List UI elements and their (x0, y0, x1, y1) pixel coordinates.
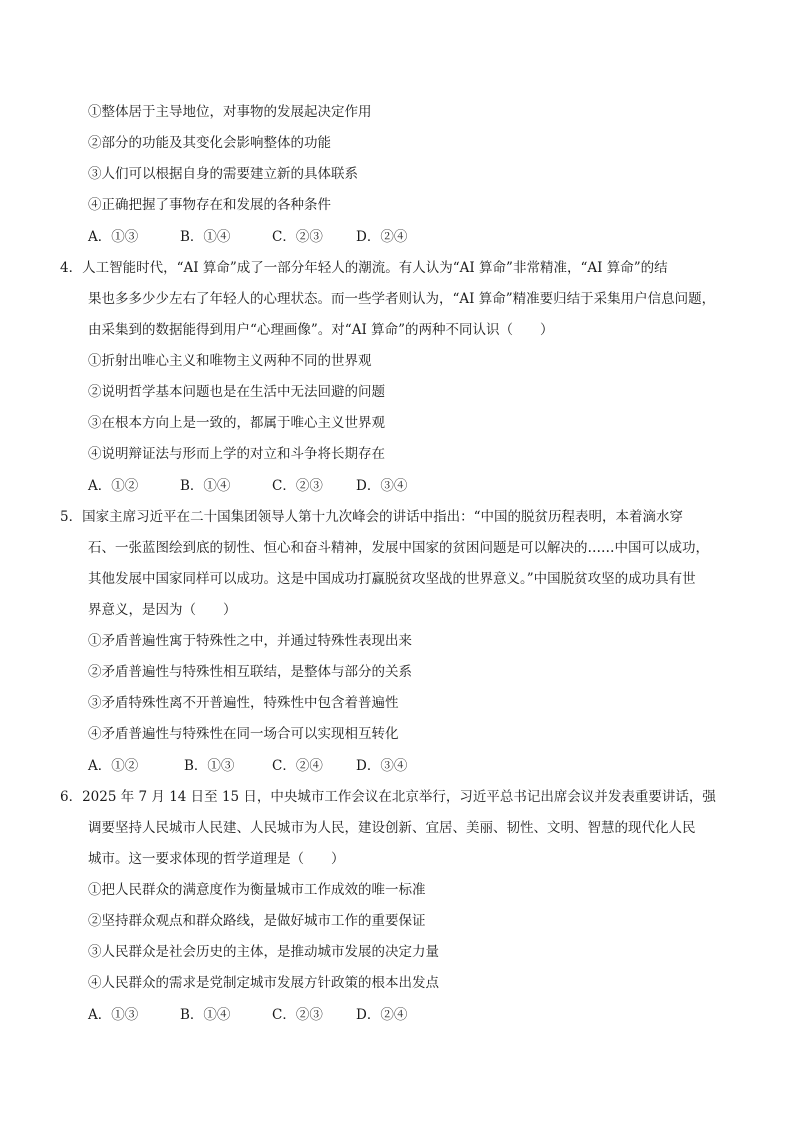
answer-choice: A．①② (88, 478, 139, 494)
answer-choice: D．②④ (356, 229, 408, 245)
answer-choice: C．②④ (272, 758, 323, 774)
answer-choice: A．①③ (88, 229, 139, 245)
q5-option-2: ②矛盾普遍性与特殊性相互联结，是整体与部分的关系 (88, 664, 412, 680)
q6-stem-line-2: 调要坚持人民城市人民建、人民城市为人民，建设创新、宜居、美丽、韧性、文明、智慧的现代化人民 (88, 820, 696, 836)
q4-option-3: ③在根本方向上是一致的，都属于唯心主义世界观 (88, 415, 385, 431)
q4-option-4: ④说明辩证法与形而上学的对立和斗争将长期存在 (88, 446, 385, 462)
q5-stem-line-3: 其他发展中国家同样可以成功。这是中国成功打赢脱贫攻坚战的世界意义。”中国脱贫攻坚的成功具有世 (88, 571, 696, 587)
q5-stem-line-1: 5．国家主席习近平在二十国集团领导人第十九次峰会的讲话中指出：“中国的脱贫历程表明，本着滴水穿 (60, 509, 683, 525)
q5-stem-line-4: 界意义，是因为（ ） (88, 602, 237, 618)
q6-stem-line-3: 城市。这一要求体现的哲学道理是（ ） (88, 851, 345, 867)
q5-option-3: ③矛盾特殊性离不开普遍性，特殊性中包含着普遍性 (88, 695, 399, 711)
q6-option-2: ②坚持群众观点和群众路线，是做好城市工作的重要保证 (88, 913, 426, 929)
answer-choice: D．②④ (356, 1007, 408, 1023)
q5-answers (88, 756, 407, 776)
q5-option-4: ④矛盾普遍性与特殊性在同一场合可以实现相互转化 (88, 726, 399, 742)
q4-option-1: ①折射出唯心主义和唯物主义两种不同的世界观 (88, 353, 372, 369)
answer-choice: C．②③ (272, 1007, 323, 1023)
q5-stem-line-2: 石、一张蓝图绘到底的韧性、恒心和奋斗精神，发展中国家的贫困问题是可以解决的……中国可以成功， (88, 540, 709, 556)
answer-choice: B．①④ (180, 478, 231, 494)
answer-choice: C．②③ (272, 229, 323, 245)
q3-option-3: ③人们可以根据自身的需要建立新的具体联系 (88, 166, 358, 182)
q4-stem-line-3: 由采集到的数据能得到用户“心理画像”。对“AI 算命”的两种不同认识（ ） (88, 322, 554, 338)
q3-answers (88, 227, 407, 247)
answer-choice: A．①③ (88, 1007, 139, 1023)
q4-answers (88, 476, 407, 496)
q6-option-3: ③人民群众是社会历史的主体，是推动城市发展的决定力量 (88, 944, 439, 960)
q6-stem-line-1: 6．2025 年 7 月 14 日至 15 日，中央城市工作会议在北京举行，习近平总书记出席会议并发表重要讲话，强 (60, 789, 716, 805)
q6-answers (88, 1005, 407, 1025)
q4-stem-line-1: 4．人工智能时代，“AI 算命”成了一部分年轻人的潮流。有人认为“AI 算命”非常精准，“AI 算命”的结 (60, 260, 668, 276)
answer-choice: B．①④ (180, 229, 231, 245)
q6-option-1: ①把人民群众的满意度作为衡量城市工作成效的唯一标准 (88, 882, 426, 898)
answer-choice: B．①④ (180, 1007, 231, 1023)
q3-option-2: ②部分的功能及其变化会影响整体的功能 (88, 135, 331, 151)
q4-option-2: ②说明哲学基本问题也是在生活中无法回避的问题 (88, 384, 385, 400)
q3-option-1: ①整体居于主导地位，对事物的发展起决定作用 (88, 104, 372, 120)
answer-choice: C．②③ (272, 478, 323, 494)
answer-choice: B．①③ (184, 758, 235, 774)
q3-option-4: ④正确把握了事物存在和发展的各种条件 (88, 197, 331, 213)
q4-stem-line-2: 果也多多少少左右了年轻人的心理状态。而一些学者则认为，“AI 算命”精准要归结于采集用户信息问题， (88, 291, 716, 307)
q6-option-4: ④人民群众的需求是党制定城市发展方针政策的根本出发点 (88, 975, 439, 991)
answer-choice: D．③④ (356, 758, 408, 774)
answer-choice: D．③④ (356, 478, 408, 494)
q5-option-1: ①矛盾普遍性寓于特殊性之中，并通过特殊性表现出来 (88, 633, 412, 649)
answer-choice: A．①② (88, 758, 139, 774)
